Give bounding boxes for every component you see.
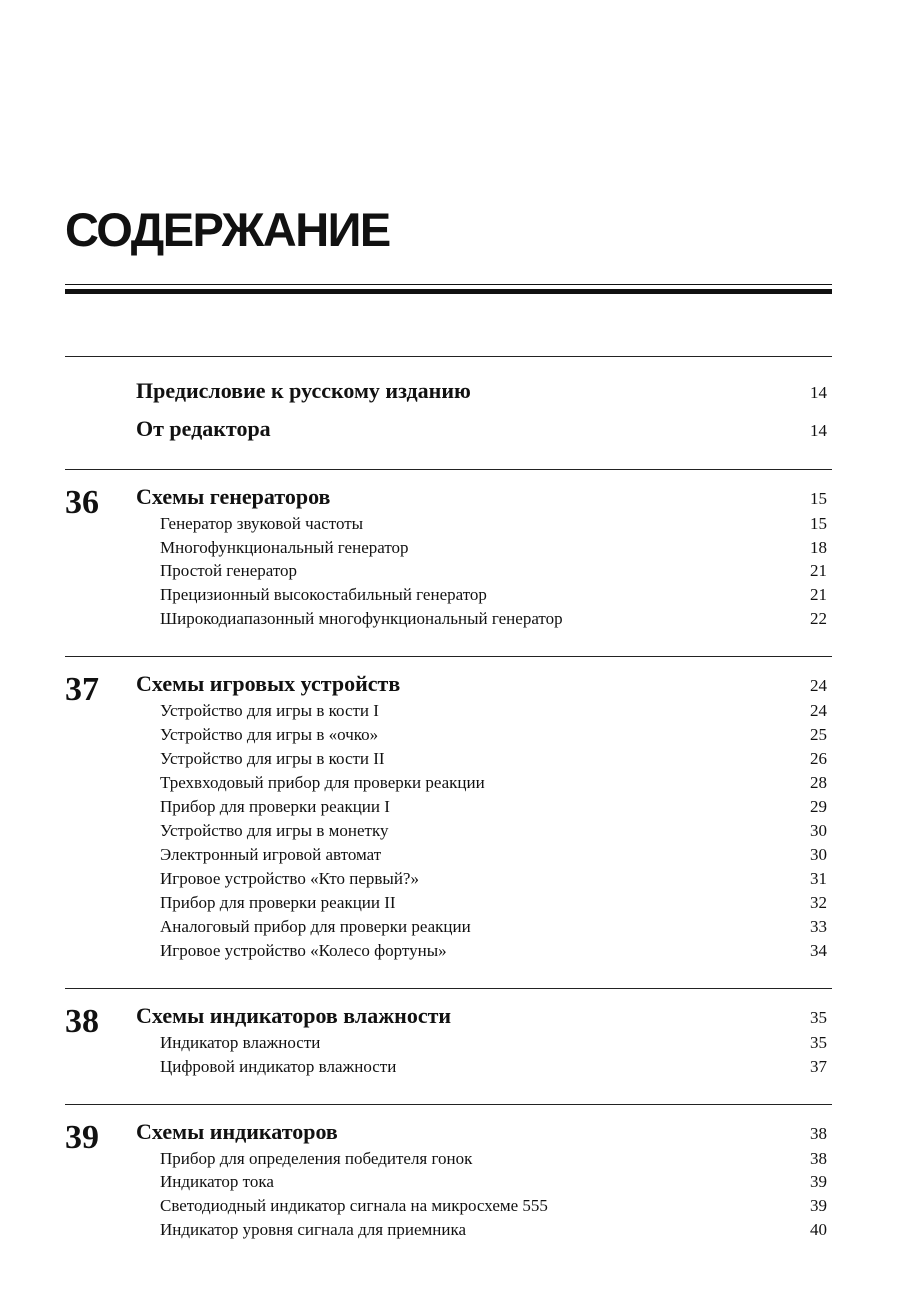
toc-sub-entry[interactable] <box>160 561 827 581</box>
toc-sub-entry[interactable] <box>160 845 827 865</box>
toc-page-number: 35 <box>810 1008 827 1027</box>
toc-entry-label: Светодиодный индикатор сигнала на микросхеме 555 <box>160 1196 548 1215</box>
section-divider <box>65 656 832 657</box>
toc-page-number: 32 <box>810 893 827 912</box>
toc-entry-label: От редактора <box>136 416 271 441</box>
toc-entry-editor[interactable] <box>136 416 827 442</box>
toc-sub-entry[interactable] <box>160 701 827 721</box>
toc-sub-entry[interactable] <box>160 585 827 605</box>
toc-page-number: 15 <box>810 489 827 508</box>
toc-entry-label: Аналоговый прибор для проверки реакции <box>160 917 471 936</box>
chapter-title: Схемы индикаторов <box>136 1119 338 1144</box>
toc-entry-label: Электронный игровой автомат <box>160 845 382 864</box>
toc-page-number: 39 <box>810 1172 827 1191</box>
toc-page-number: 33 <box>810 917 827 936</box>
toc-entry-label: Индикатор влажности <box>160 1033 321 1052</box>
toc-entry-label: Генератор звуковой частоты <box>160 514 364 533</box>
toc-page-number: 28 <box>810 773 827 792</box>
toc-entry-label: Индикатор уровня сигнала для приемника <box>160 1220 467 1239</box>
toc-page-number: 38 <box>810 1149 827 1168</box>
page-title: СОДЕРЖАНИЕ <box>65 203 390 256</box>
chapter-title-row[interactable] <box>136 671 827 697</box>
toc-entry-label: Трехвходовый прибор для проверки реакции <box>160 773 485 792</box>
toc-sub-entry[interactable] <box>160 1220 827 1240</box>
toc-sub-entry[interactable] <box>160 514 827 534</box>
chapter-title: Схемы индикаторов влажности <box>136 1003 452 1028</box>
toc-entry-label: Устройство для игры в монетку <box>160 821 389 840</box>
toc-page-number: 21 <box>810 561 827 580</box>
toc-entry-label: Индикатор тока <box>160 1172 274 1191</box>
chapter-number: 38 <box>65 1003 99 1040</box>
chapter-number: 39 <box>65 1119 99 1156</box>
toc-page-number: 34 <box>810 941 827 960</box>
toc-sub-entry[interactable] <box>160 773 827 793</box>
toc-page-number: 14 <box>810 383 827 402</box>
toc-entry-label: Устройство для игры в кости II <box>160 749 385 768</box>
toc-page-number: 30 <box>810 821 827 840</box>
chapter-number: 36 <box>65 484 99 521</box>
toc-page-number: 26 <box>810 749 827 768</box>
section-divider <box>65 988 832 989</box>
section-divider <box>65 1104 832 1105</box>
toc-sub-entry[interactable] <box>160 1033 827 1053</box>
toc-page-number: 29 <box>810 797 827 816</box>
toc-entry-label: Прибор для проверки реакции I <box>160 797 390 816</box>
toc-page-number: 40 <box>810 1220 827 1239</box>
section-divider <box>65 469 832 470</box>
toc-entry-label: Прибор для проверки реакции II <box>160 893 396 912</box>
toc-entry-label: Предисловие к русскому изданию <box>136 378 471 403</box>
toc-page-number: 15 <box>810 514 827 533</box>
toc-page-number: 22 <box>810 609 827 628</box>
toc-entry-label: Простой генератор <box>160 561 298 580</box>
toc-sub-entry[interactable] <box>160 941 827 961</box>
toc-sub-entry[interactable] <box>160 538 827 558</box>
toc-entry-preface[interactable] <box>136 378 827 404</box>
toc-entry-label: Прибор для определения победителя гонок <box>160 1149 473 1168</box>
toc-entry-label: Цифровой индикатор влажности <box>160 1057 397 1076</box>
toc-sub-entry[interactable] <box>160 1149 827 1169</box>
toc-entry-label: Устройство для игры в кости I <box>160 701 379 720</box>
title-rule-thick <box>65 289 832 294</box>
chapter-title-row[interactable] <box>136 1003 827 1029</box>
chapter-title: Схемы игровых устройств <box>136 671 401 696</box>
toc-page-number: 38 <box>810 1124 827 1143</box>
toc-sub-entry[interactable] <box>160 725 827 745</box>
toc-page-number: 25 <box>810 725 827 744</box>
chapter-title: Схемы генераторов <box>136 484 331 509</box>
chapter-title-row[interactable] <box>136 484 827 510</box>
title-rule-thin <box>65 284 832 285</box>
toc-page-number: 24 <box>810 701 827 720</box>
toc-page-number: 37 <box>810 1057 827 1076</box>
toc-page-number: 14 <box>810 421 827 440</box>
toc-sub-entry[interactable] <box>160 797 827 817</box>
toc-sub-entry[interactable] <box>160 917 827 937</box>
toc-entry-label: Прецизионный высокостабильный генератор <box>160 585 487 604</box>
toc-sub-entry[interactable] <box>160 609 827 629</box>
toc-page-number: 30 <box>810 845 827 864</box>
toc-page-number: 18 <box>810 538 827 557</box>
toc-entry-label: Широкодиапазонный многофункциональный генератор <box>160 609 563 628</box>
toc-page-number: 24 <box>810 676 827 695</box>
toc-page-number: 39 <box>810 1196 827 1215</box>
toc-page-number: 31 <box>810 869 827 888</box>
toc-page-number: 21 <box>810 585 827 604</box>
toc-sub-entry[interactable] <box>160 749 827 769</box>
toc-entry-label: Многофункциональный генератор <box>160 538 409 557</box>
toc-sub-entry[interactable] <box>160 1196 827 1216</box>
toc-sub-entry[interactable] <box>160 821 827 841</box>
chapter-title-row[interactable] <box>136 1119 827 1145</box>
toc-sub-entry[interactable] <box>160 1057 827 1077</box>
toc-sub-entry[interactable] <box>160 1172 827 1192</box>
toc-entry-label: Устройство для игры в «очко» <box>160 725 379 744</box>
toc-page-number: 35 <box>810 1033 827 1052</box>
toc-entry-label: Игровое устройство «Колесо фортуны» <box>160 941 447 960</box>
section-divider <box>65 356 832 357</box>
toc-sub-entry[interactable] <box>160 869 827 889</box>
chapter-number: 37 <box>65 671 99 708</box>
toc-entry-label: Игровое устройство «Кто первый?» <box>160 869 419 888</box>
toc-sub-entry[interactable] <box>160 893 827 913</box>
